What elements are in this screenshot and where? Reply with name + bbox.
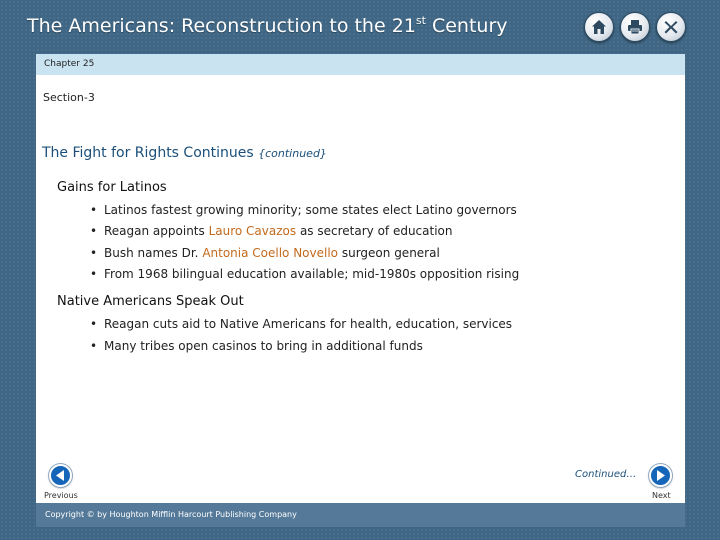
copyright-text: Copyright © by Houghton Mifflin Harcourt Publishing Company <box>45 510 297 519</box>
list-item <box>90 246 440 260</box>
heading-main: The Fight for Rights Continues <box>42 145 259 161</box>
bullet-text: Reagan cuts aid to Native Americans for health, education, services <box>104 317 513 331</box>
next-label[interactable]: Next <box>652 491 671 500</box>
highlighted-name: Lauro Cavazos <box>208 224 297 238</box>
arrow-left-icon <box>51 466 70 485</box>
print-button[interactable] <box>620 12 650 42</box>
bullet-text: Latinos fastest growing minority; some states elect Latino governors <box>104 203 517 217</box>
bullet-text-post: surgeon general <box>338 246 440 260</box>
bullet-mark: • <box>90 317 98 331</box>
highlighted-name: Antonia Coello Novello <box>202 246 339 260</box>
home-icon <box>590 18 608 36</box>
subheading-native-americans: Native Americans Speak Out <box>57 294 244 309</box>
close-icon <box>662 18 680 36</box>
bullet-text-pre: Reagan appoints <box>104 224 209 238</box>
chapter-label: Chapter 25 <box>44 59 95 69</box>
bullet-text: From 1968 bilingual education available; mid-1980s opposition rising <box>104 267 520 281</box>
arrow-right-icon <box>651 466 670 485</box>
previous-button[interactable] <box>49 464 72 487</box>
heading-continued: {continued} <box>258 147 327 160</box>
bullet-mark: • <box>90 267 98 281</box>
list-item <box>90 339 423 353</box>
close-button[interactable] <box>656 12 686 42</box>
list-item <box>90 267 520 281</box>
presentation-title <box>27 14 508 37</box>
next-button[interactable] <box>649 464 672 487</box>
list-item <box>90 317 513 331</box>
title-main: The Americans: Reconstruction to the 21 <box>27 15 416 37</box>
slide-content-panel <box>36 54 685 527</box>
section-label: Section-3 <box>43 91 95 104</box>
list-item <box>90 203 517 217</box>
subheading-latinos: Gains for Latinos <box>57 180 167 195</box>
continued-label: Continued… <box>575 469 637 480</box>
bullet-text-post: as secretary of education <box>296 224 453 238</box>
title-superscript: st <box>415 14 426 27</box>
bullet-text: Many tribes open casinos to bring in additional funds <box>104 339 423 353</box>
bullet-text-pre: Bush names Dr. <box>104 246 203 260</box>
chapter-bar <box>36 54 685 75</box>
footer-bar <box>36 503 685 527</box>
title-end: Century <box>425 15 508 37</box>
bullet-mark: • <box>90 339 98 353</box>
toolbar-icons <box>584 12 686 42</box>
previous-label[interactable]: Previous <box>44 491 78 500</box>
list-item <box>90 224 453 238</box>
bullet-mark: • <box>90 224 98 238</box>
bullet-mark: • <box>90 203 98 217</box>
print-icon <box>626 18 644 36</box>
home-button[interactable] <box>584 12 614 42</box>
slide-heading <box>42 145 327 161</box>
bullet-mark: • <box>90 246 98 260</box>
